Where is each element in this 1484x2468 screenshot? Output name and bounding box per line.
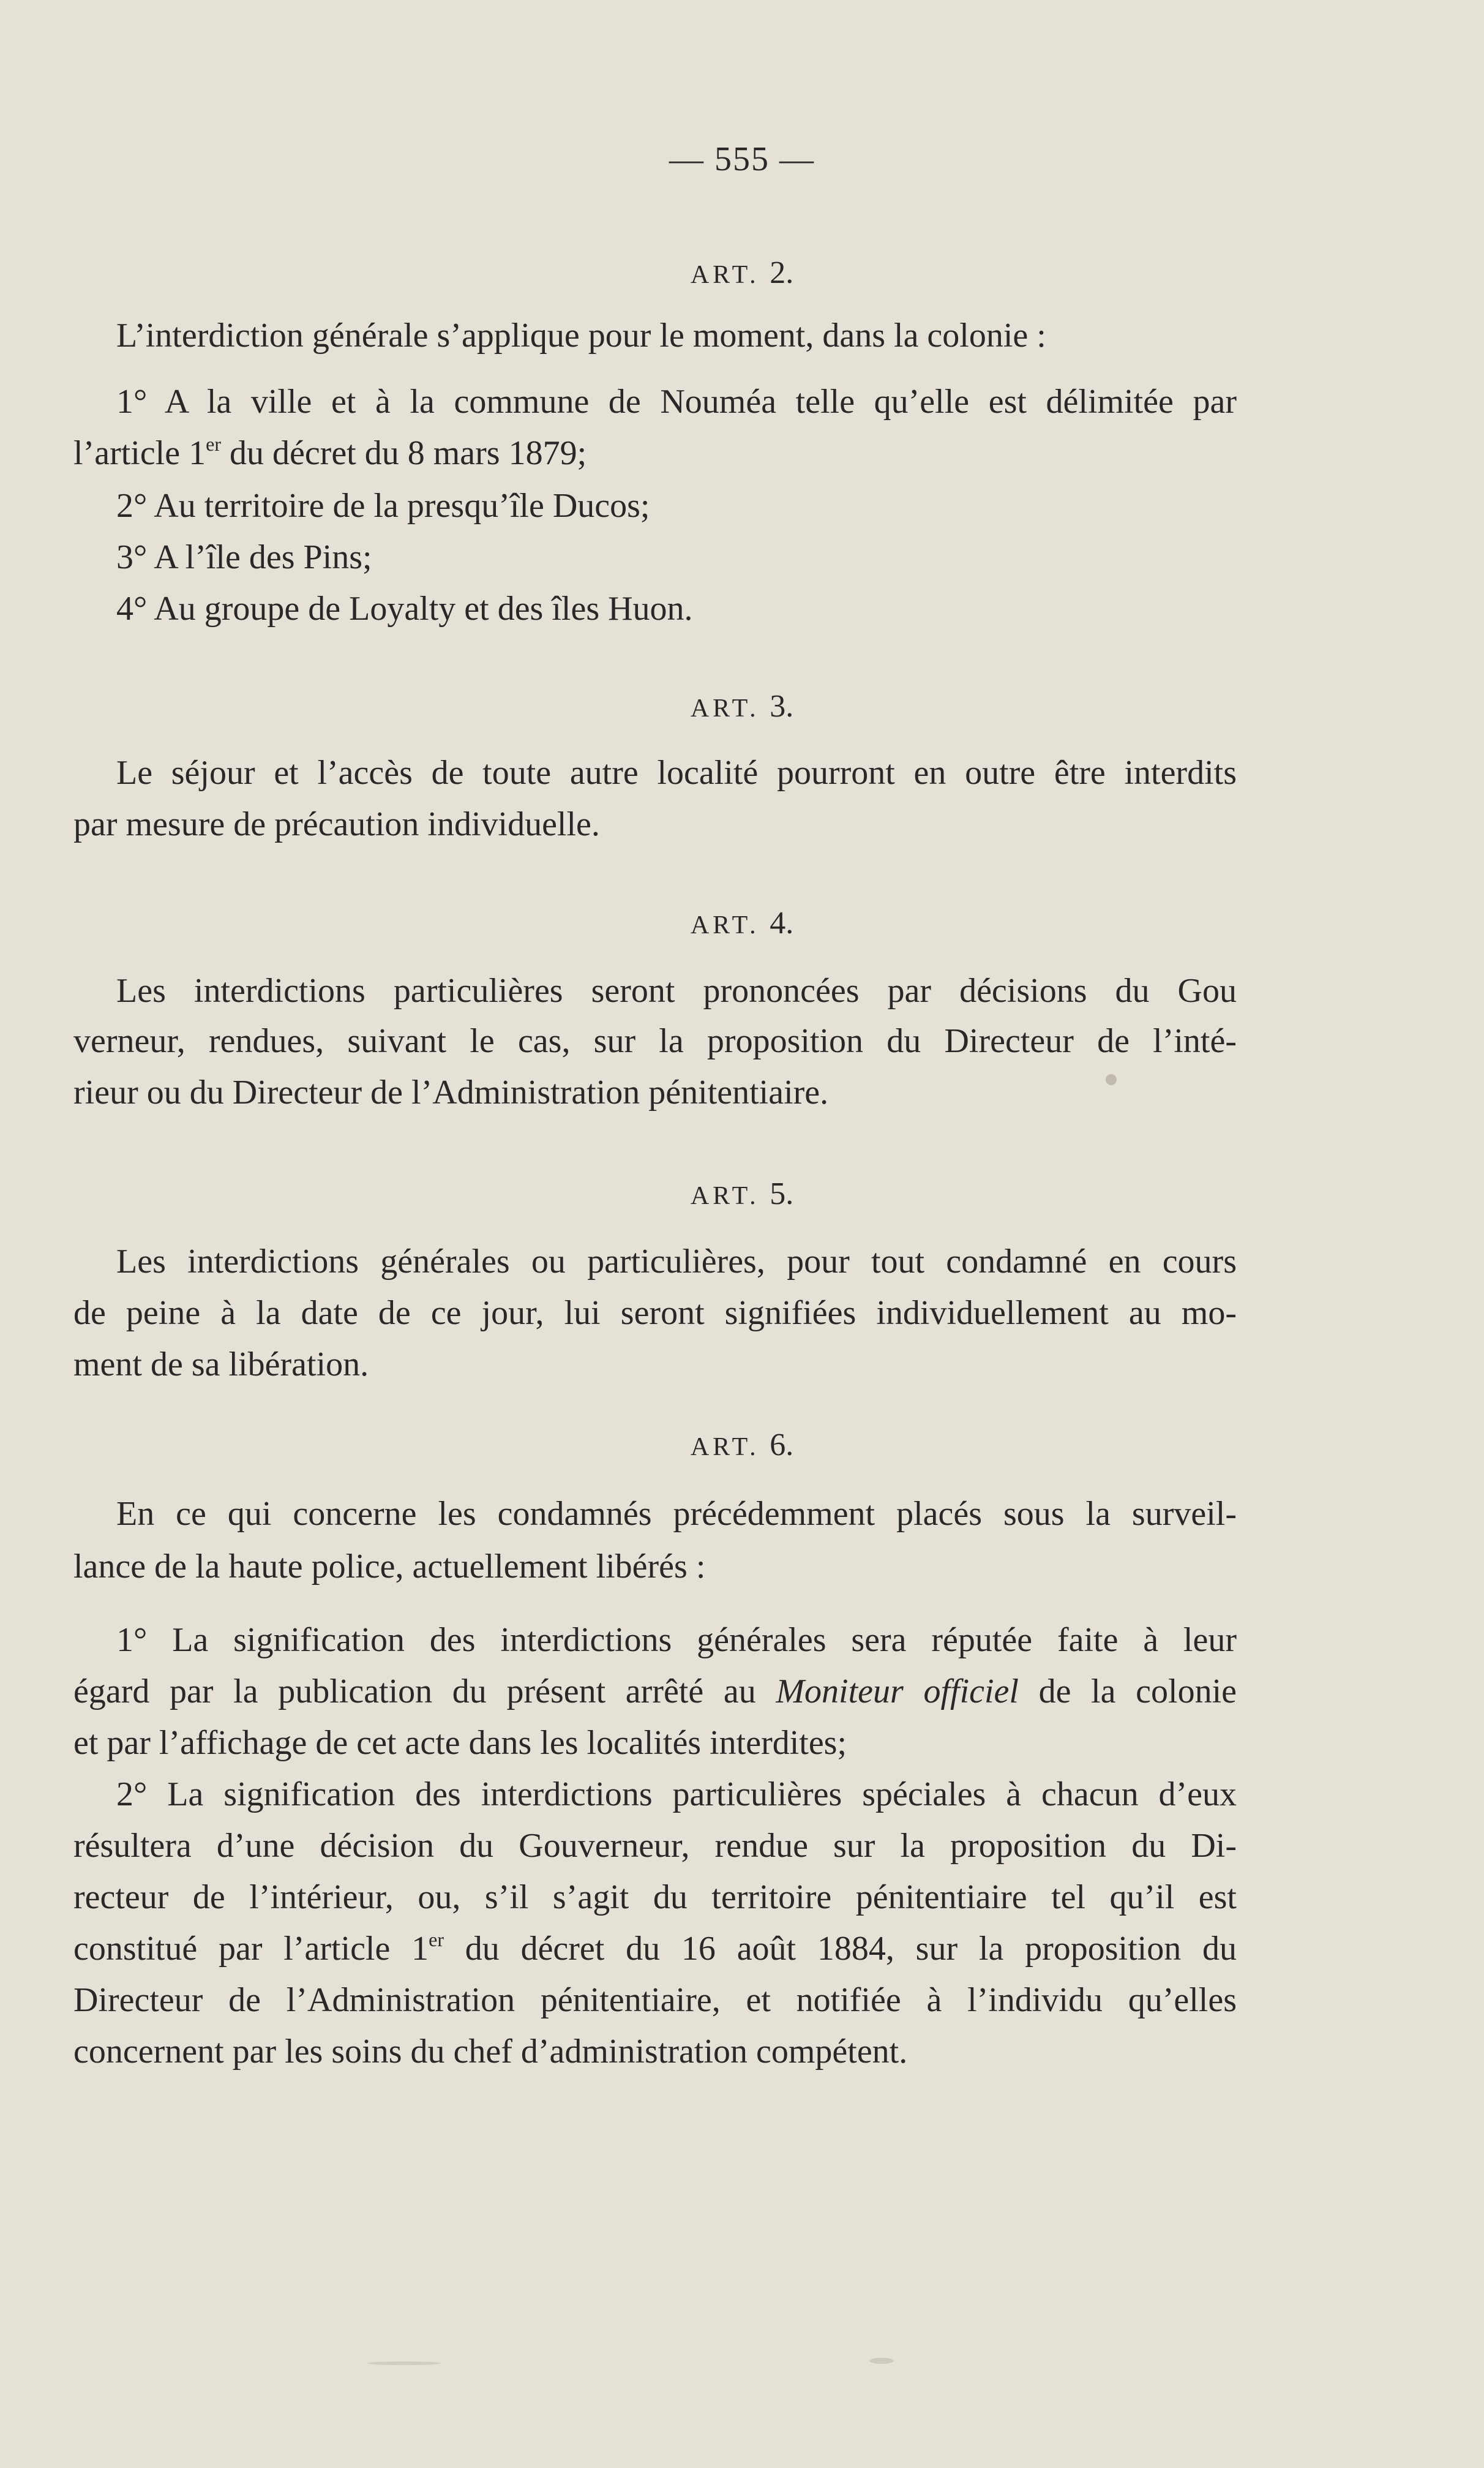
article-6-line-7: résultera d’une décision du Gouverneur, rendue sur la proposition du Di- [73,1827,1237,1865]
article-4-line-3: rieur ou du Directeur de l’Administration pénitentiaire. [73,1074,829,1112]
article-6-line-8: recteur de l’intérieur, ou, s’il s’agit du territoire pénitentiaire tel qu’il est [73,1878,1237,1916]
article-2-line-6: 4° Au groupe de Loyalty et des îles Huon. [116,590,693,628]
article-3-heading: ART. 3. [690,689,794,724]
article-6-line-3: 1° La signification des interdictions générales sera réputée faite à leur [116,1621,1237,1659]
article-5-heading: ART. 5. [690,1176,794,1211]
article-5-line-1: Les interdictions générales ou particulières, pour tout condamné en cours [116,1243,1237,1281]
page-speck [1106,1074,1117,1085]
page-number: — 555 — [669,140,815,178]
article-2-line-3: l’article 1er du décret du 8 mars 1879; [73,433,587,472]
article-6-line-6: 2° La signification des interdictions particulières spéciales à chacun d’eux [116,1775,1237,1813]
article-6-line-4 [73,1674,1237,1709]
page-speck [367,2361,441,2365]
article-6-heading: ART. 6. [690,1428,794,1462]
article-6-line-10: Directeur de l’Administration pénitentiaire, et notifiée à l’individu qu’elles [73,1981,1237,2019]
article-4-line-2: verneur, rendues, suivant le cas, sur la proposition du Directeur de l’inté- [73,1022,1237,1060]
article-6-line-2: lance de la haute police, actuellement libérés : [73,1548,706,1586]
article-6-line-1: En ce qui concerne les condamnés précédemment placés sous la surveil- [116,1495,1237,1533]
article-2-line-5: 3° A l’île des Pins; [116,538,372,576]
article-5-line-2: de peine à la date de ce jour, lui seront signifiées individuellement au mo- [73,1294,1237,1332]
article-6-line-5: et par l’affichage de cet acte dans les localités interdites; [73,1724,847,1762]
article-6-line-4-text: égard par la publication du présent arrêté au Moniteur officiel de la colonie [73,1672,1237,1710]
article-3-line-1: Le séjour et l’accès de toute autre localité pourront en outre être interdits [116,754,1237,792]
article-6-line-9: constitué par l’article 1er du décret du 16 août 1884, sur la proposition du [73,1928,1237,1968]
article-2-heading: ART. 2. [690,255,794,290]
article-4-line-1: Les interdictions particulières seront prononcées par décisions du Gou [116,972,1237,1010]
article-2-line-4: 2° Au territoire de la presqu’île Ducos; [116,487,650,525]
article-3-line-2: par mesure de précaution individuelle. [73,805,600,843]
page-speck [869,2358,894,2364]
article-6-line-11: concernent par les soins du chef d’administration compétent. [73,2033,908,2071]
article-2-line-2: 1° A la ville et à la commune de Nouméa telle qu’elle est délimitée par [116,383,1237,421]
article-5-line-3: ment de sa libération. [73,1345,369,1383]
article-2-line-1: L’interdiction générale s’applique pour le moment, dans la colonie : [116,317,1046,355]
article-4-heading: ART. 4. [690,906,794,941]
